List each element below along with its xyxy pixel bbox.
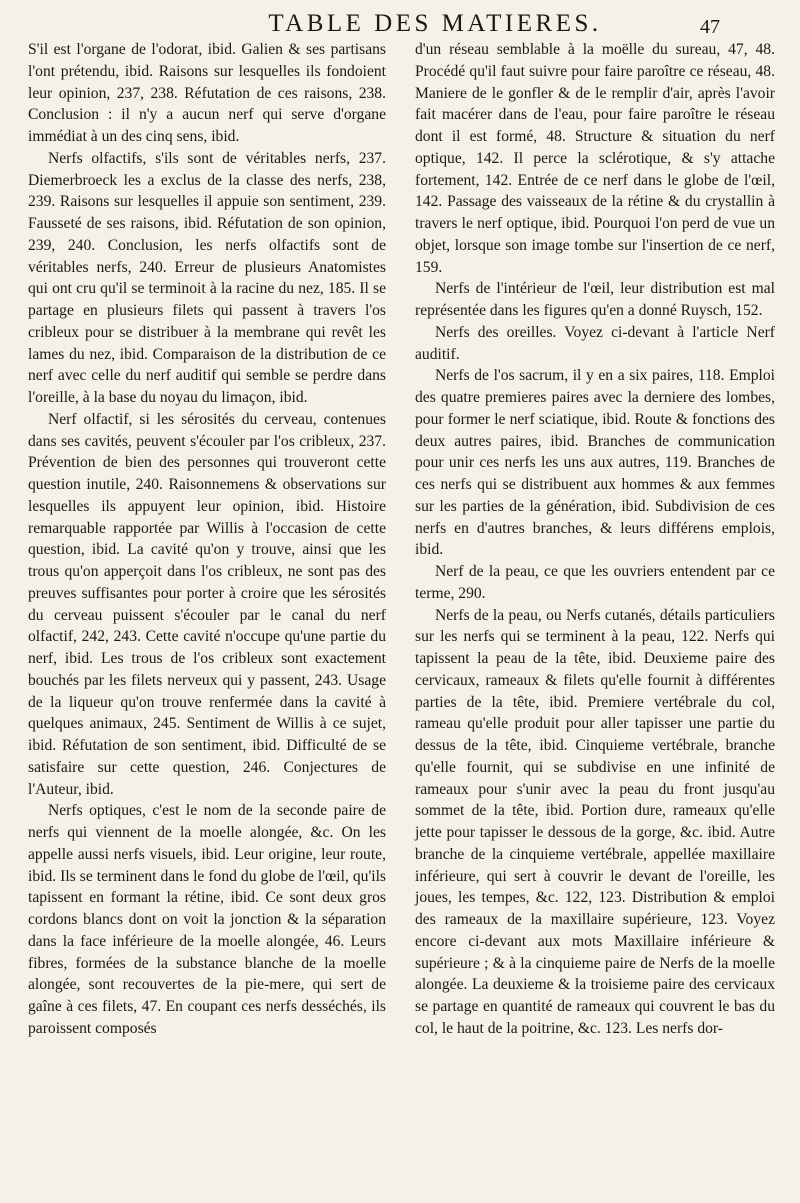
index-entry: Nerfs de la peau, ou Nerfs cutanés, détails particuliers sur les nerfs qui se terminent à la peau, 122. Nerfs qui tapissent la peau de la tête, ibid. Deuxieme paire des cervicaux, rameaux & filets qu'elle fournit à différentes parties de la tête, ibid. Premiere vertébrale du col, rameau qu'elle produit pour aller tapisser une partie du dessus de la tête, ibid. Cinquieme vertébrale, branche qu'elle fournit, qui se subdivise en une infinité de rameaux pour s'unir avec la peau du front jusqu'au sommet de la tête, ibid. Portion dure, rameaux qu'elle jette pour tapisser le dessous de la gorge, &c. ibid. Autre branche de la cinquieme vertébrale, appellée maxillaire inférieure, qui sert à couvrir le devant de l'oreille, les joues, les tempes, &c. 122, 123. Distribution & emploi des rameaux de la maxillaire supérieure, 123. Voyez encore ci-devant aux mots Maxillaire inférieure & supérieure ; & à la cinquieme paire de Nerfs de la moelle alongée. La deuxieme & la troisieme paire des cervicaux se partage en quantité de rameaux qui couvrent le bas du col, le haut de la poitrine, &c. 123. Les nerfs dor- bbox=[415, 606, 775, 1037]
index-entry: Nerfs des oreilles. Voyez ci-devant à l'article Nerf auditif. bbox=[415, 323, 775, 363]
index-entry: Nerfs optiques, c'est le nom de la seconde paire de nerfs qui viennent de la moelle alongée, &c. On les appelle aussi nerfs visuels, ibid. Leur origine, leur route, ibid. Ils se terminent dans le fond du globe de l'œil, qu'ils tapissent en formant la rétine, ibid. Ce sont deux gros cordons blancs dont on voit la jonction & la séparation dans la face inférieure de la moelle alongée, 46. Leurs fibres, formées de la substance blanche de la moelle alongée, sont recouvertes de la pie-mere, qui sert de gaîne à ces filets, 47. En coupant ces nerfs desséchés, ils paroissent composés bbox=[28, 802, 386, 1037]
right-column bbox=[415, 39, 775, 1040]
index-entry: Nerf de la peau, ce que les ouvriers entendent par ce terme, 290. bbox=[415, 563, 775, 602]
page-number: 47 bbox=[700, 16, 720, 38]
running-title: TABLE DES MATIERES. bbox=[268, 10, 602, 37]
left-column bbox=[28, 39, 386, 1040]
index-entry: Nerfs de l'intérieur de l'œil, leur distribution est mal représentée dans les figures qu'en a donné Ruysch, 152. bbox=[415, 280, 775, 319]
index-entry: Nerfs olfactifs, s'ils sont de véritables nerfs, 237. Diemerbroeck les a exclus de la classe des nerfs, 238, 239. Raisons sur lesquelles il appuie son sentiment, 239. Fausseté de ses raisons, ibid. Réfutation de son opinion, 239, 240. Conclusion, les nerfs olfactifs sont de véritables nerfs, 240. Erreur de plusieurs Anatomistes qui ont cru qu'il se terminoit à la racine du nez, 185. Il se partage en plusieurs filets qui passent à travers l'os cribleux pour se distribuer à la membrane qui revêt les lames du nez, ibid. Comparaison de la distribution de ce nerf avec celle du nerf auditif qui semble se perdre dans l'oreille, à la base du noyau du limaçon, ibid. bbox=[28, 149, 386, 406]
index-entry: Nerf olfactif, si les sérosités du cerveau, contenues dans ses cavités, peuvent s'écouler par l'os cribleux, 237. Prévention de bien des personnes qui trouveront cette question inutile, 240. Raisonnemens & observations sur lesquelles ils appuyent leur opinion, ibid. Histoire remarquable rapportée par Willis à l'occasion de cette question, ibid. La cavité qu'on y trouve, ainsi que les trous qu'on apperçoit dans l'os cribleux, ne sont pas des preuves suffisantes pour porter à croire que les sérosités du cerveau puissent s'écouler par le canal du nerf olfactif, 242, 243. Cette cavité n'occupe qu'une partie du nerf, ibid. Les trous de l'os cribleux sont exactement bouchés par les filets nerveux qui y passent, 243. Usage de la liqueur qu'on trouve renfermée dans la cavité à quelques animaux, 245. Sentiment de Willis à ce sujet, ibid. Réfutation de son sentiment, ibid. Difficulté de se satisfaire sur cette question, 246. Conjectures de l'Auteur, ibid. bbox=[28, 410, 386, 798]
page-header bbox=[0, 0, 800, 40]
index-entry: d'un réseau semblable à la moëlle du sureau, 47, 48. Procédé qu'il faut suivre pour faire paroître ce réseau, 48. Maniere de le gonfler & de le remplir d'air, après l'avoir fait macérer dans de l'eau, pour faire paroître le réseau dont il est formé, 48. Structure & situation du nerf optique, 142. Il perce la sclérotique, & s'y attache fortement, 142. Entrée de ce nerf dans le globe de l'œil, 142. Passage des vaisseaux de la rétine & du crystallin à travers le nerf optique, ibid. Pourquoi l'on perd de vue un objet, lorsque son image tombe sur l'insertion de ce nerf, 159. bbox=[415, 41, 775, 276]
index-entry: S'il est l'organe de l'odorat, ibid. Galien & ses partisans l'ont prétendu, ibid. Raisons sur lesquelles ils fondoient leur opinion, 237, 238. Réfutation de ces raisons, 238. Conclusion : il n'y a aucun nerf qui serve d'organe immédiat à un des cinq sens, ibid. bbox=[28, 41, 386, 145]
index-entry: Nerfs de l'os sacrum, il y en a six paires, 118. Emploi des quatre premieres paires avec la derniere des lombes, pour former le nerf sciatique, ibid. Route & fonctions des deux autres paires, ibid. Branches de communication pour unir ces nerfs les uns aux autres, 119. Branches de ces nerfs qui se distribuent aux hommes & aux femmes sur les parties de la génération, ibid. Subdivision de ces nerfs en d'autres branches, & leurs différens emplois, ibid. bbox=[415, 367, 775, 559]
